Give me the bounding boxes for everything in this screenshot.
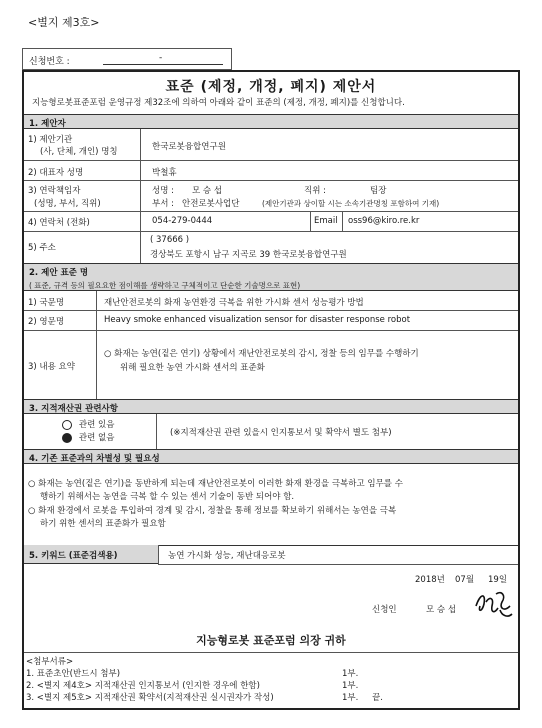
section-differentiation-header: 4. 기존 표준과의 차별성 및 필요성 [24,449,518,464]
contact-label: 3) 연락책임자 [28,186,81,196]
korean-name-label: 1) 국문명 [28,298,65,308]
address-value: 경상북도 포항시 남구 지곡로 39 한국로봇융합연구원 [150,250,347,260]
applicant-name: 모 승 섭 [426,605,457,615]
contact-position-label: 직위 : [304,186,326,196]
date-year: 2018년 [415,575,445,585]
recipient: 지능형로봇 표준포럼 의장 귀하 [196,634,346,647]
phone-label: 4) 연락처 (전화) [28,218,90,228]
english-name-label: 2) 영문명 [28,317,65,327]
contact-name: 모 승 섭 [192,186,223,196]
rep-label: 2) 대표자 성명 [28,168,84,178]
divider [140,129,141,263]
intro-text: 지능형로봇표준포럼 운영규정 제32조에 의하여 아래와 같이 표준의 (제정, 개정, 폐지)를 신청합니다. [32,98,405,108]
summary-label: 3) 내용 요약 [28,362,75,372]
application-number-label: 신청번호 : [29,57,70,67]
ip-note: (※지적재산권 관련 있을시 인지통보서 및 확약서 별도 첨부) [170,428,392,438]
section-proposer-header: 1. 제안자 [24,114,518,129]
section-standard-name-header [24,263,518,291]
korean-name-value: 재난안전로봇의 화재 농연환경 극복을 위한 가시화 센서 성능평가 방법 [104,298,364,308]
application-number-field[interactable] [103,64,223,65]
attachment-count-1: 1부. [342,669,359,679]
contact-label-sub: (성명, 부서, 직위) [34,199,101,209]
keyword-value: 농연 가시화 성능, 재난대응로봇 [168,551,286,561]
divider [158,545,159,564]
attachment-item-2: 2. <별지 제4호> 지적재산권 인지통보서 (인지한 경우에 한함) [26,681,260,691]
divider [24,160,518,161]
zip-code: ( 37666 ) [150,235,190,245]
contact-dept: 안전로봇사업단 [182,199,240,209]
form-number: <별지 제3호> [28,16,100,29]
divider [24,211,518,212]
divider [24,652,518,653]
org-label-sub: (사, 단체, 개인) 명칭 [40,147,118,157]
english-name-value: Heavy smoke enhanced visualization sensor for disaster response robot [104,315,411,325]
section-keyword-header: 5. 키워드 (표준검색용) [29,551,118,561]
contact-name-label: 성명 : [152,186,174,196]
applicant-label: 신청인 [372,605,397,615]
radio-empty-icon [62,420,72,430]
divider [342,211,343,231]
section-standard-name-note: ( 표준, 규격 등의 필요요한 점이해를 생략하고 구체적이고 단순한 기술명으로 표현) [29,281,301,290]
ip-option-no-label: 관련 없음 [78,433,115,443]
divider [156,414,157,449]
summary-line-2: 위해 필요한 농연 가시화 센서의 표준화 [120,363,265,373]
contact-note: (제안기관과 상이할 시는 소속기관명칭 포함하여 기재) [262,199,440,208]
contact-dept-label: 부서 : [152,199,174,209]
application-number-box [22,48,232,70]
divider [24,310,518,311]
divider [158,564,518,565]
attachment-count-2: 1부. [342,681,359,691]
org-name: 한국로봇융합연구원 [152,142,226,152]
radio-filled-icon [62,433,72,443]
differentiation-p1-line1: ○ 화재는 농연(짙은 연기)을 동반하게 되는데 재난안전로봇이 이러한 화재 환경을 극복하고 임무를 수 [28,479,403,489]
attachment-item-1: 1. 표준초안(반드시 첨부) [26,669,121,679]
divider [24,231,518,232]
date-month: 07월 [455,575,475,585]
ip-option-yes[interactable] [62,418,114,430]
org-label: 1) 제안기관 [28,135,73,145]
address-label: 5) 주소 [28,243,56,253]
signature-image [472,586,516,622]
email-value: oss96@kiro.re.kr [348,216,420,226]
attachments-end: 끝. [372,693,383,703]
differentiation-p2-line2: 하기 위한 센서의 표준화가 필요함 [40,519,166,529]
differentiation-p1-line2: 행하기 위해서는 농연을 극복 할 수 있는 센서 기술이 동반 되어야 함. [40,492,295,502]
attachment-item-3: 3. <별지 제5호> 지적재산권 확약서(지적재산권 실시권자가 작성) [26,693,274,703]
section-ip-header: 3. 지적재산권 관련사항 [24,399,518,414]
divider [24,330,518,331]
rep-name: 박철휴 [152,168,177,178]
application-number-dash: - [159,53,163,63]
phone-value: 054-279-0444 [152,216,213,226]
email-label: Email [314,216,338,226]
divider [96,291,97,399]
ip-option-yes-label: 관련 있음 [78,420,115,430]
summary-line-1: ○ 화재는 농연(짙은 연기) 상황에서 재난안전로봇의 감시, 정찰 등의 임무를 수행하기 [104,349,419,359]
divider [310,211,311,231]
attachment-count-3: 1부. [342,693,359,703]
date-day: 19일 [488,575,508,585]
section-standard-name-title: 2. 제안 표준 명 [29,268,89,278]
attachments-header: <첨부서류> [26,657,74,667]
divider [24,180,518,181]
page-title: 표준 (제정, 개정, 폐지) 제안서 [165,79,377,95]
differentiation-p2-line1: ○ 화재 환경에서 로봇을 투입하여 경계 및 감시, 정찰을 통해 정보를 확보하기 위해서는 농연을 극복 [28,506,397,516]
contact-position: 팀장 [370,186,387,196]
ip-option-no[interactable] [62,431,114,443]
